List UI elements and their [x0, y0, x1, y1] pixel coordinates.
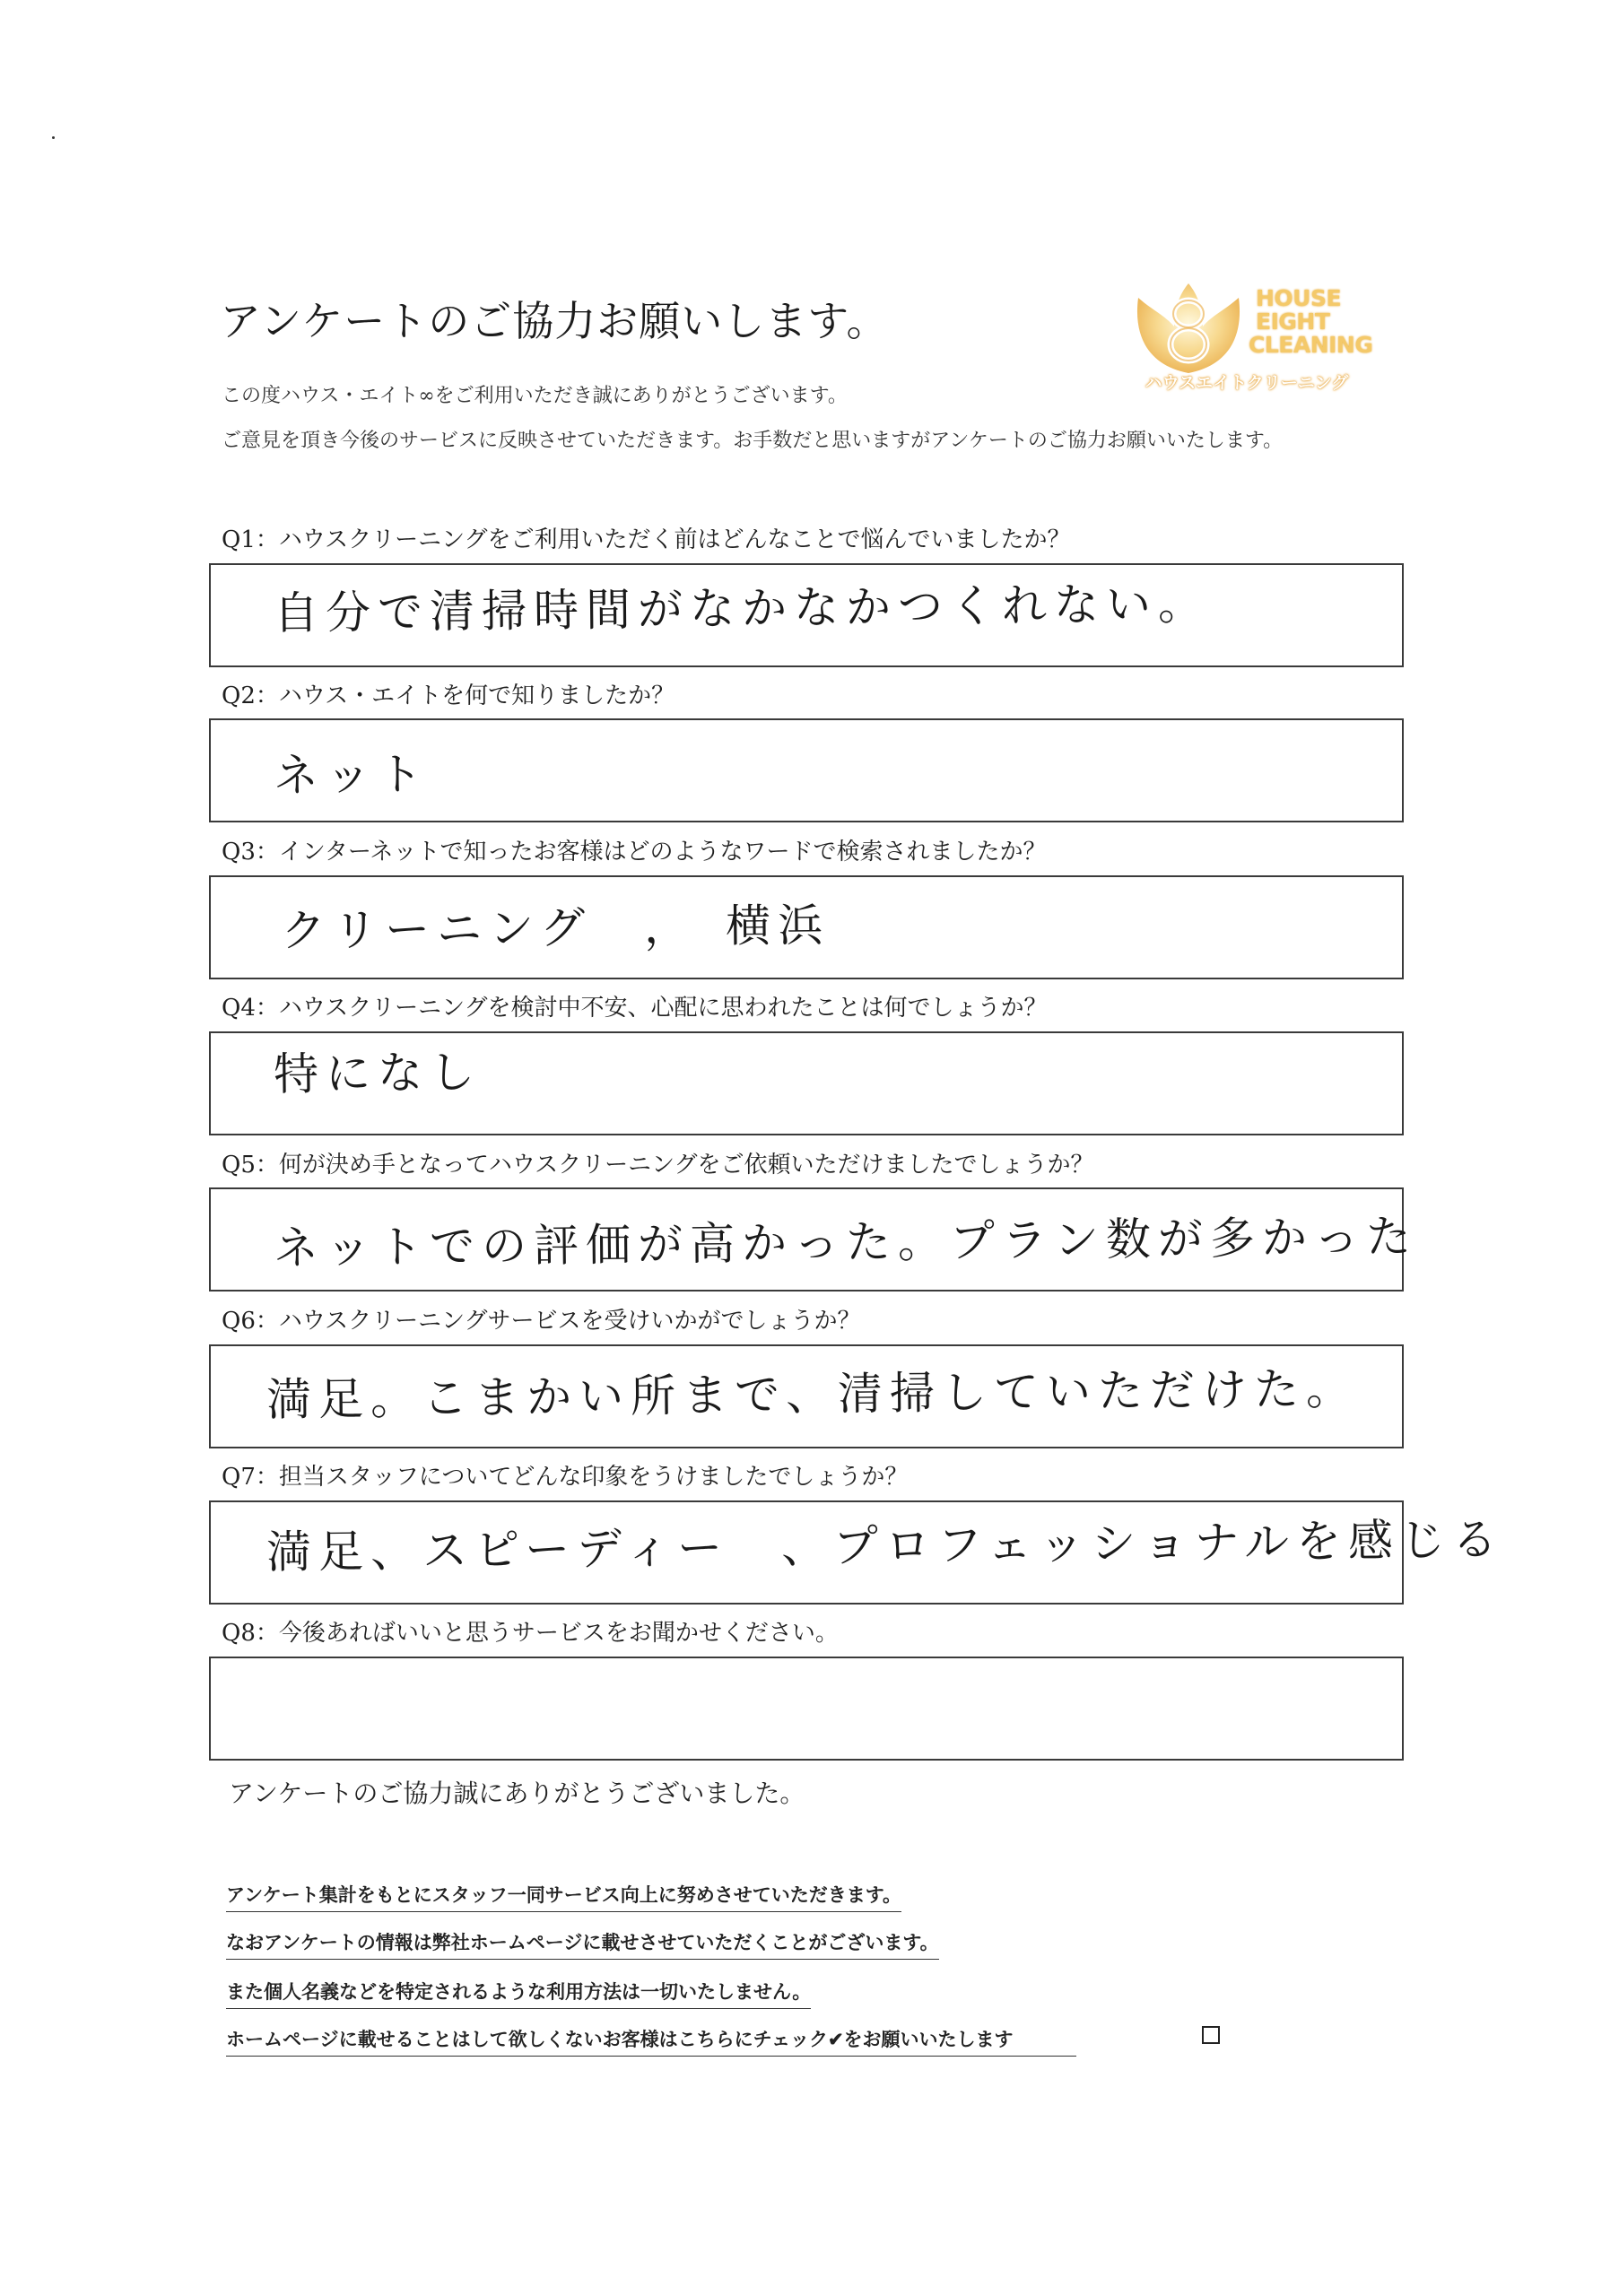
answer-5: ネットでの評価が高かった。プラン数が多かった — [273, 1210, 1419, 1274]
thanks-message: アンケートのご協力誠にありがとうございました。 — [229, 1779, 805, 1808]
answer-box-7[interactable] — [209, 1500, 1505, 1605]
answer-6: 満足。こまかい所まで、清掃していただけた。 — [265, 1362, 1359, 1426]
question-1-label: Q1：ハウスクリーニングをご利用いただく前はどんなことで悩んでいましたか？ — [222, 526, 1071, 553]
question-4-label: Q4：ハウスクリーニングを検討中不安、心配に思われたことは何でしょうか？ — [222, 995, 1048, 1022]
company-logo — [1126, 280, 1373, 395]
logo-wordmark — [1249, 285, 1373, 358]
answer-2: ネット — [273, 748, 431, 802]
notice-line-3: また個人名義などを特定されるような利用方法は一切いたしません。 — [226, 1978, 811, 2009]
answer-7: 満足、スピーディー 、プロフェッショナルを感じる — [265, 1513, 1505, 1578]
answer-box-2[interactable] — [209, 718, 1404, 822]
logo-line-house: HOUSE — [1256, 285, 1342, 311]
scan-speck — [52, 136, 55, 139]
answer-box-1[interactable] — [209, 563, 1404, 667]
page-title: アンケートのご協力お願いします。 — [220, 297, 889, 345]
intro-line-1: この度ハウス・エイト∞をご利用いただき誠にありがとうございます。 — [222, 385, 848, 407]
question-8-label: Q8：今後あればいいと思うサービスをお聞かせください。 — [222, 1620, 839, 1647]
notice-line-1: アンケート集計をもとにスタッフ一同サービス向上に努めさせていただきます。 — [226, 1881, 901, 1912]
logo-line-eight: EIGHT — [1256, 309, 1330, 335]
question-3-label: Q3：インターネットで知ったお客様はどのようなワードで検索されましたか？ — [222, 839, 1047, 865]
opt-out-checkbox[interactable] — [1202, 2026, 1220, 2044]
question-7-label: Q7：担当スタッフについてどんな印象をうけましたでしょうか？ — [222, 1464, 909, 1491]
logo-japanese-name: ハウスエイトクリーニング — [1145, 373, 1349, 393]
question-2-label: Q2：ハウス・エイトを何で知りましたか？ — [222, 683, 675, 709]
answer-box-5[interactable] — [209, 1187, 1419, 1292]
answer-1: 自分で清掃時間がなかなかつくれない。 — [273, 578, 1211, 639]
intro-line-2: ご意見を頂き今後のサービスに反映させていただきます。お手数だと思いますがアンケートのご協力お願いいたします。 — [222, 430, 1284, 452]
answer-box-4[interactable] — [209, 1031, 1404, 1135]
question-5-label: Q5：何が決め手となってハウスクリーニングをご依頼いただけましたでしょうか？ — [222, 1152, 1094, 1178]
notice-line-4: ホームページに載せることはして欲しくないお客様はこちらにチェック✔をお願いいたします — [226, 2025, 1076, 2057]
answer-box-6[interactable] — [209, 1344, 1404, 1448]
answer-4: 特になし — [273, 1046, 483, 1100]
notice-line-2: なおアンケートの情報は弊社ホームページに載せさせていただくことがございます。 — [226, 1928, 939, 1960]
lotus-eight-logo-icon — [1126, 280, 1251, 378]
question-6-label: Q6：ハウスクリーニングサービスを受けいかがでしょうか？ — [222, 1308, 861, 1335]
answer-box-3[interactable] — [209, 875, 1404, 979]
answer-3: クリーニング ， 横浜 — [280, 899, 831, 957]
logo-line-cleaning: CLEANING — [1249, 332, 1373, 358]
answer-box-8[interactable] — [209, 1657, 1404, 1761]
